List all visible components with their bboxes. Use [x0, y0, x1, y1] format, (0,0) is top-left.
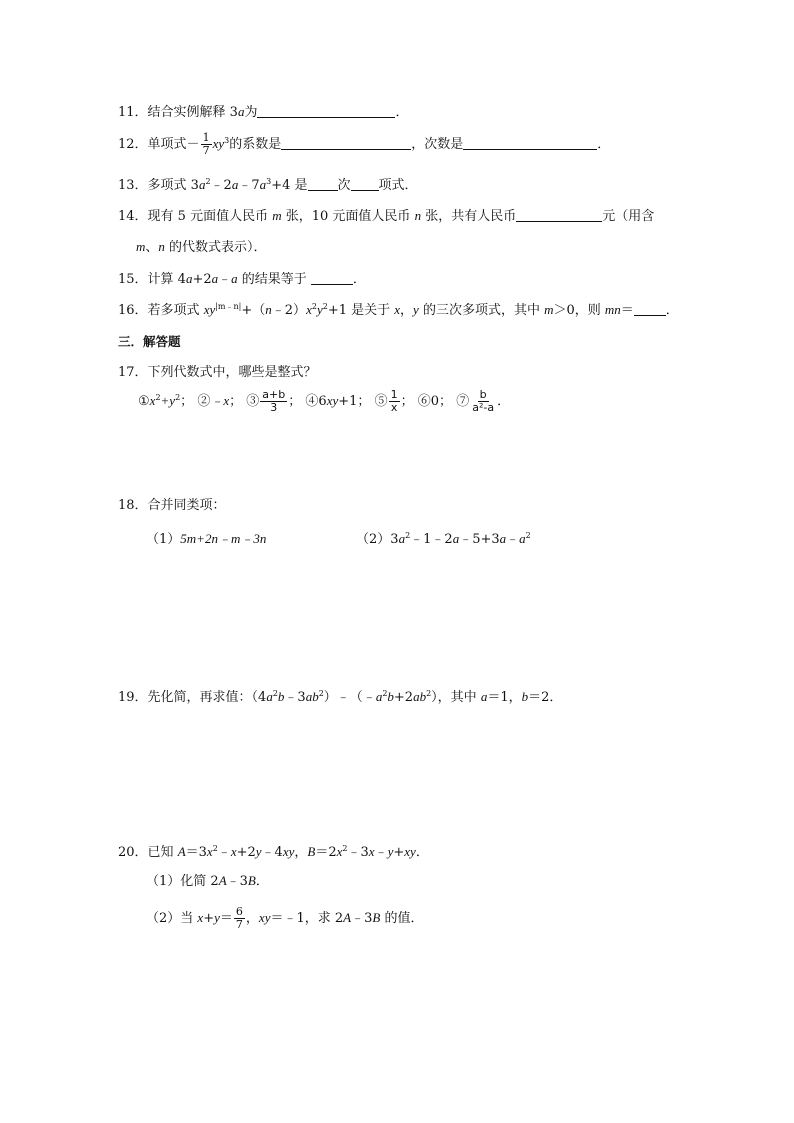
- question-16: 16．若多项式 $xy^{|m﹣n|}+(n﹣2)x^2y^2+1$ 是关于 x，y 的三次多项式，其中 m＞0，则 mn＝ ．: [118, 302, 679, 318]
- question-14: 14．现有 5 元面值人民币 m 张，10 元面值人民币 n 张，共有人民币 元（用含: [118, 208, 655, 224]
- fraction: $\frac{b}{\text{a²-a}}$: [472, 388, 495, 414]
- question-18-part-2: $(2)3a^2﹣1﹣2a﹣5+3a﹣a^2$: [356, 531, 531, 547]
- question-number: 13．: [118, 178, 148, 193]
- question-20-part-2: （2）当 x+y＝ $\frac{6}{7}$ ，xy＝﹣1，求 2A﹣3B 的值．: [146, 905, 424, 931]
- answer-blank[interactable]: [463, 136, 597, 150]
- question-18: 18．合并同类项：: [118, 498, 226, 513]
- answer-blank[interactable]: [257, 104, 395, 118]
- answer-blank[interactable]: [311, 271, 353, 285]
- section-heading: 三．解答题: [118, 334, 181, 349]
- question-12: 12．单项式－ $\frac{1}{7}$ $xy^3$的系数是 ，次数是 ．: [118, 131, 611, 157]
- answer-blank[interactable]: [351, 177, 379, 191]
- question-number: 14．: [118, 209, 148, 224]
- fraction: $\frac{a+b}{3}$: [262, 388, 286, 414]
- question-number: 19．: [118, 690, 148, 705]
- question-17: 17．下列代数式中，哪些是整式？: [118, 365, 317, 380]
- question-number: 18．: [118, 498, 148, 513]
- question-number: 11．: [118, 105, 148, 120]
- question-20-part-1: （1）化简 2A﹣3B．: [146, 873, 269, 889]
- fraction: $\frac{6}{7}$: [235, 905, 243, 931]
- question-11: 11．结合实例解释 3a为 ．: [118, 104, 409, 120]
- question-number: 17．: [118, 365, 148, 380]
- question-number: 16．: [118, 303, 148, 318]
- question-14-continued: m、n 的代数式表示）．: [136, 239, 267, 255]
- answer-blank[interactable]: [516, 208, 602, 222]
- answer-blank[interactable]: [634, 302, 666, 316]
- question-number: 12．: [118, 137, 148, 152]
- question-20: 20．已知 $A=3x^2﹣x+2y﹣4xy$，$B=2x^2﹣3x﹣y+xy$．: [118, 844, 429, 860]
- question-17-expressions: $①x^2+y^2$； ②﹣x； ③ $\frac{a+b}{3}$ ； ④6xy+1； ⑤ $\frac{1}{x}$ ； ⑥0； ⑦ $\frac{b}{\text{a²-a}}$ ．: [138, 388, 511, 414]
- question-number: 20．: [118, 845, 148, 860]
- answer-blank[interactable]: [308, 177, 338, 191]
- answer-blank[interactable]: [281, 136, 411, 150]
- question-19: 19．先化简，再求值：$(4a^2b﹣3ab^2)﹣(﹣a^2b+2ab^2)$，其中 a＝1，b＝2．: [118, 689, 563, 705]
- question-18-part-1: （1）5m+2n﹣m﹣3n: [146, 531, 267, 547]
- fraction: $\frac{1}{x}$: [390, 388, 398, 414]
- fraction: $\frac{1}{7}$: [202, 131, 210, 157]
- question-13: 13．多项式 $3a^2﹣2a﹣7a^3+4$ 是 次 项式．: [118, 177, 418, 193]
- question-15: 15．计算 4a+2a﹣a 的结果等于 ．: [118, 271, 366, 287]
- question-number: 15．: [118, 272, 148, 287]
